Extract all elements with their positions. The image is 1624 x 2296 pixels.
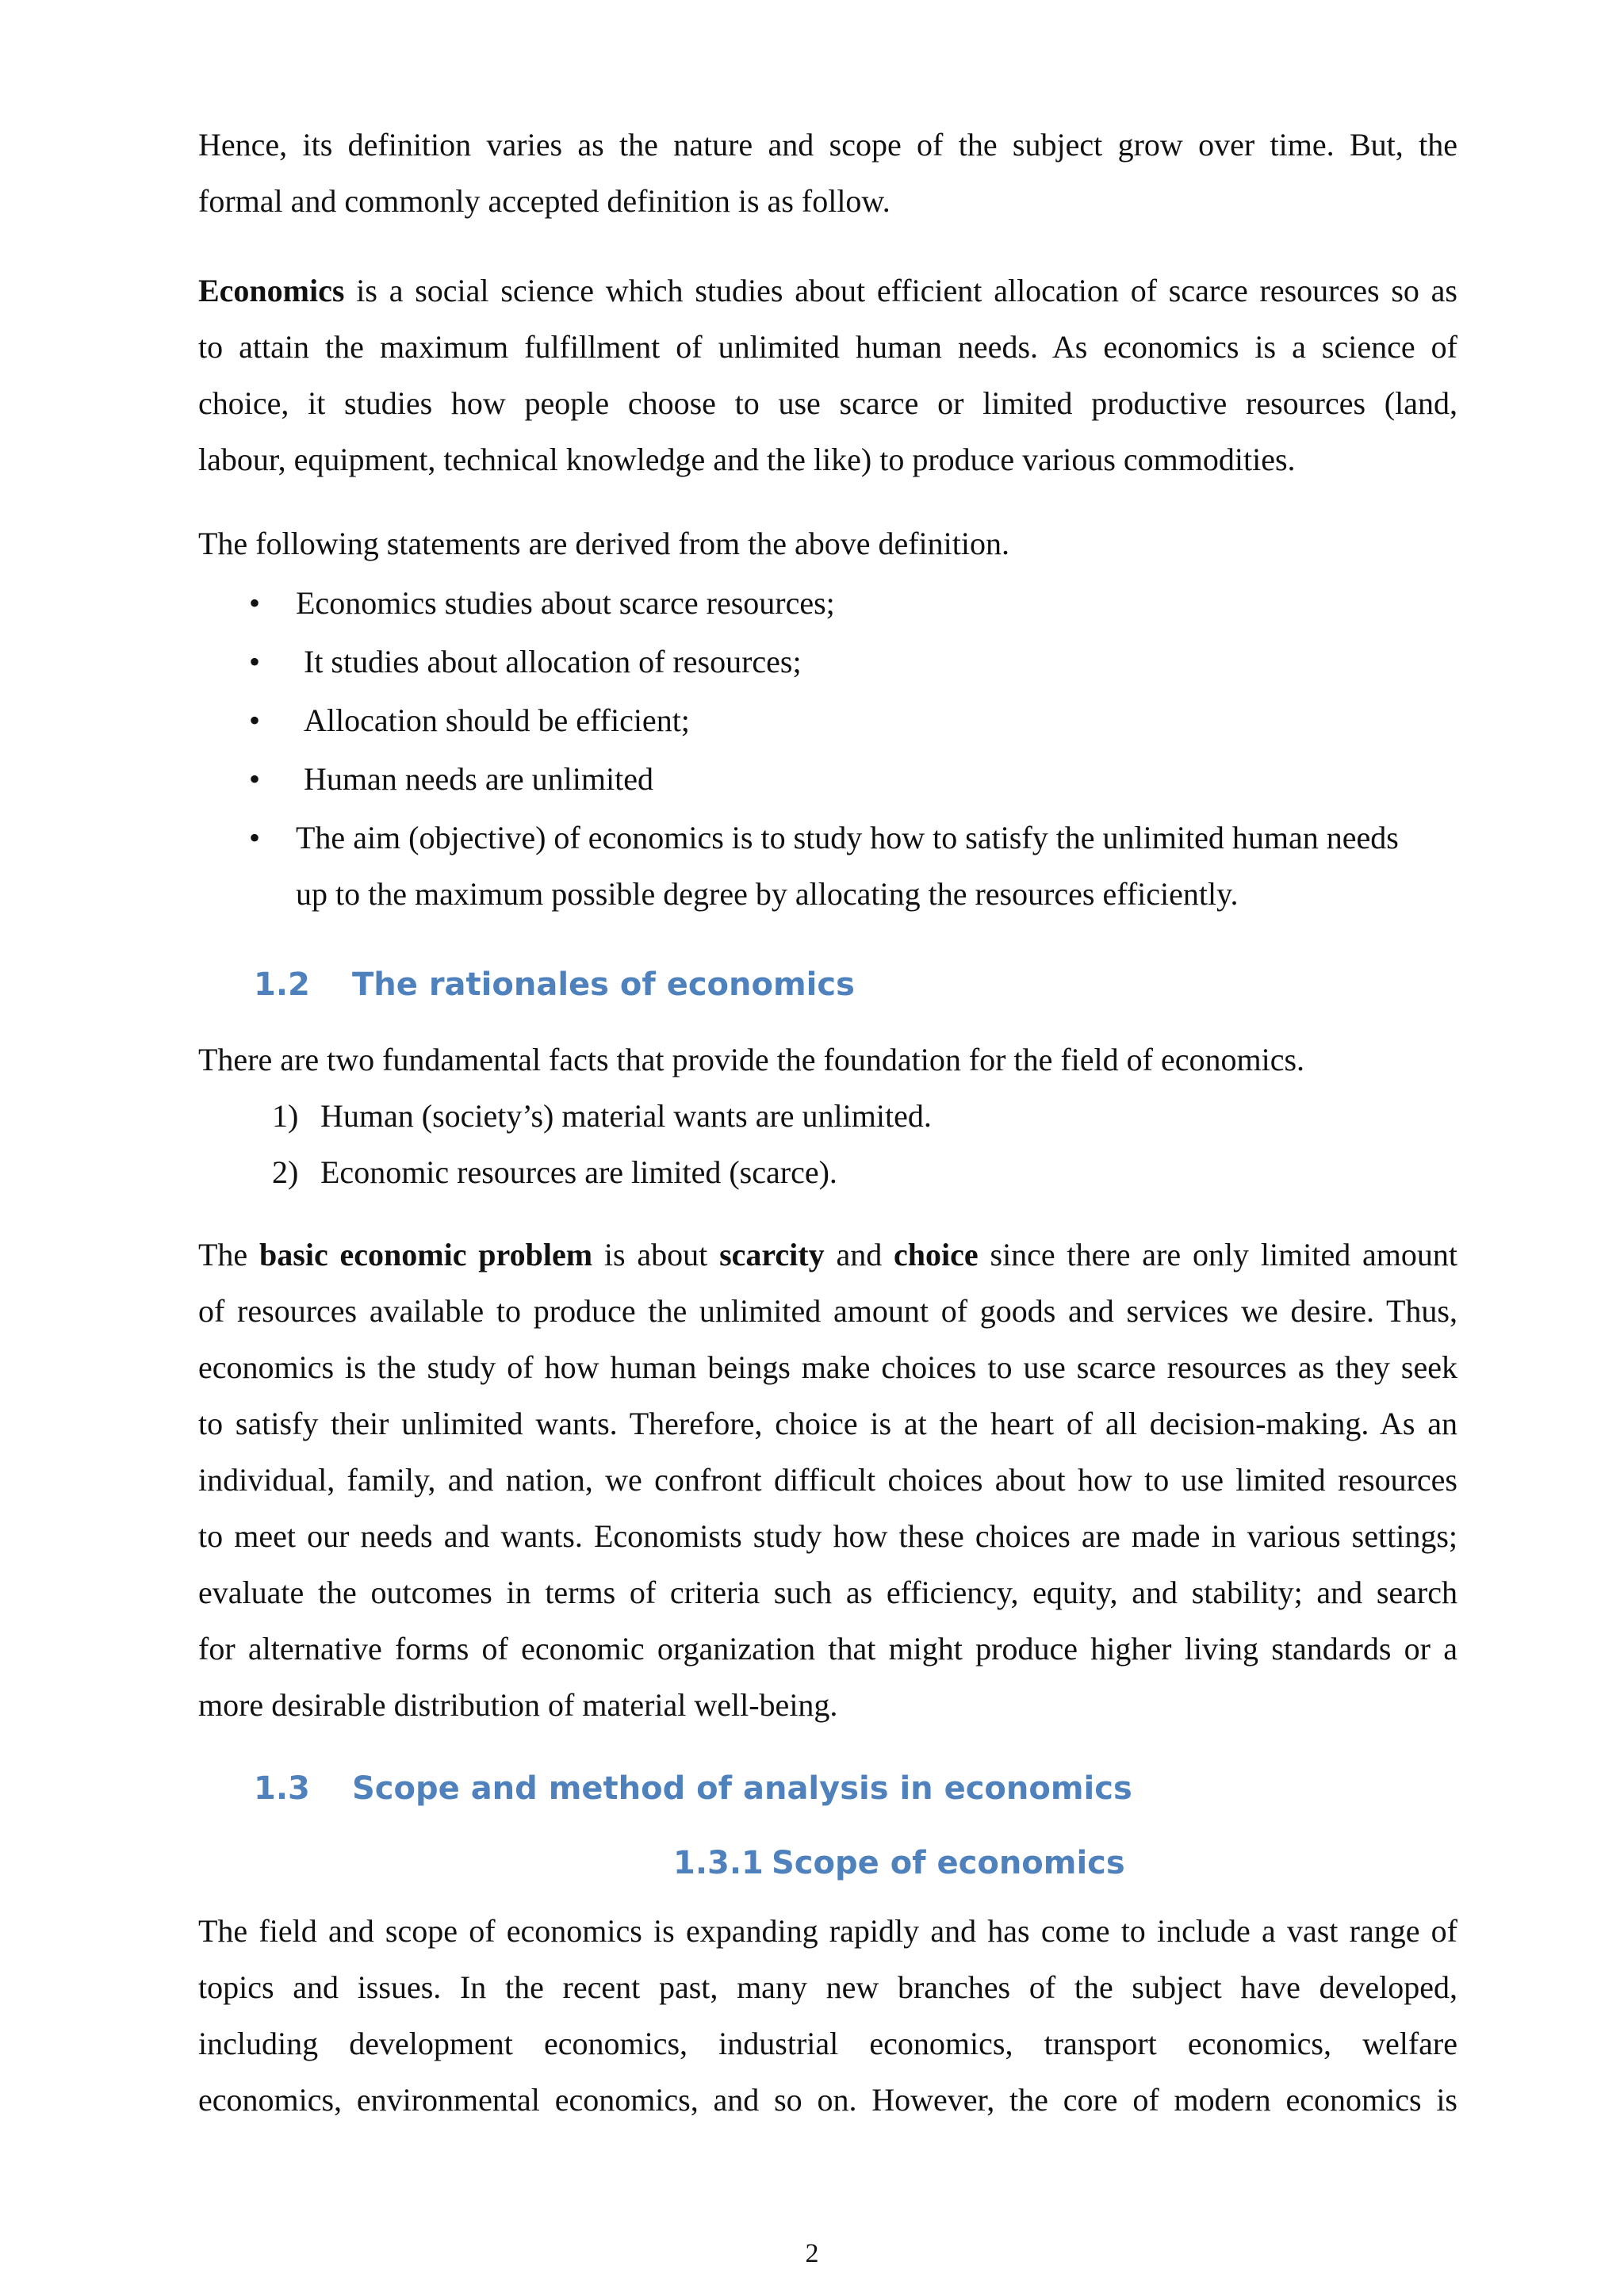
list-number: 1) [272, 1098, 299, 1134]
bold-term: basic economic problem [259, 1237, 593, 1272]
bullet-item-continuation: up to the maximum possible degree by allocating the resources efficiently. [296, 876, 1239, 912]
bullet-item: The aim (objective) of economics is to study how to satisfy the unlimited human needs [296, 820, 1399, 855]
text-run: is about [592, 1237, 720, 1272]
problem-line-4: to satisfy their unlimited wants. Therefore, choice is at the heart of all decision-making. As an [198, 1406, 1457, 1441]
problem-line-5: individual, family, and nation, we confront difficult choices about how to use limited resources [198, 1462, 1457, 1498]
scope-line-3: including development economics, industrial economics, transport economics, welfare [198, 2026, 1457, 2061]
text-run: since there are only limited amount [978, 1237, 1458, 1272]
bullet-item: Economics studies about scarce resources; [296, 585, 835, 621]
list-item: Human (society’s) material wants are unlimited. [320, 1098, 932, 1134]
statements-lead: The following statements are derived from the above definition. [198, 526, 1010, 561]
section-title: Scope and method of analysis in economics [352, 1770, 1132, 1807]
intro-line-1: Hence, its definition varies as the nature and scope of the subject grow over time. But, the [198, 127, 1457, 163]
definition-line-1-rest: is a social science which studies about efficient allocation of scarce resources so as [344, 273, 1457, 308]
definition-line-3: choice, it studies how people choose to use scarce or limited productive resources (land, [198, 385, 1457, 421]
section-number: 1.2 [254, 966, 310, 1003]
definition-line-4: labour, equipment, technical knowledge and the like) to produce various commodities. [198, 442, 1296, 477]
problem-line-8: for alternative forms of economic organization that might produce higher living standards or a [198, 1631, 1457, 1667]
bullet-marker: • [249, 820, 261, 855]
list-number: 2) [272, 1154, 299, 1190]
bold-term: scarcity [719, 1237, 825, 1272]
intro-line-2: formal and commonly accepted definition is as follow. [198, 183, 891, 219]
page-number: 2 [805, 2239, 819, 2268]
bullet-marker: • [249, 761, 261, 797]
scope-line-4: economics, environmental economics, and so on. However, the core of modern economics is [198, 2082, 1457, 2118]
bold-term: choice [894, 1237, 979, 1272]
definition-term: Economics [198, 273, 345, 308]
bullet-item: Human needs are unlimited [304, 761, 653, 797]
definition-line-2: to attain the maximum fulfillment of unlimited human needs. As economics is a science of [198, 329, 1457, 365]
problem-line-2: of resources available to produce the unlimited amount of goods and services we desire. Thus, [198, 1293, 1457, 1329]
problem-line-3: economics is the study of how human beings make choices to use scarce resources as they seek [198, 1349, 1457, 1385]
scope-line-2: topics and issues. In the recent past, many new branches of the subject have developed, [198, 1969, 1457, 2005]
list-item: Economic resources are limited (scarce). [320, 1154, 837, 1190]
subsection-title: Scope of economics [772, 1845, 1125, 1881]
bullet-item: Allocation should be efficient; [304, 702, 690, 738]
subsection-number: 1.3.1 [673, 1845, 764, 1881]
section-number: 1.3 [254, 1770, 310, 1807]
bullet-item: It studies about allocation of resources; [304, 644, 802, 679]
problem-line-7: evaluate the outcomes in terms of criteria such as efficiency, equity, and stability; and search [198, 1575, 1457, 1610]
problem-line-6: to meet our needs and wants. Economists study how these choices are made in various settings; [198, 1518, 1457, 1554]
section-title: The rationales of economics [352, 966, 855, 1003]
problem-line-1 [198, 1239, 1457, 1271]
bullet-marker: • [249, 702, 261, 738]
section-1-2-lead: There are two fundamental facts that provide the foundation for the field of economics. [198, 1042, 1305, 1077]
scope-line-1: The field and scope of economics is expanding rapidly and has come to include a vast range of [198, 1913, 1457, 1949]
text-run: and [824, 1237, 894, 1272]
problem-line-9: more desirable distribution of material well-being. [198, 1687, 838, 1723]
bullet-marker: • [249, 585, 261, 621]
definition-line-1 [198, 275, 1457, 307]
text-run: The [198, 1237, 260, 1272]
bullet-marker: • [249, 644, 261, 679]
